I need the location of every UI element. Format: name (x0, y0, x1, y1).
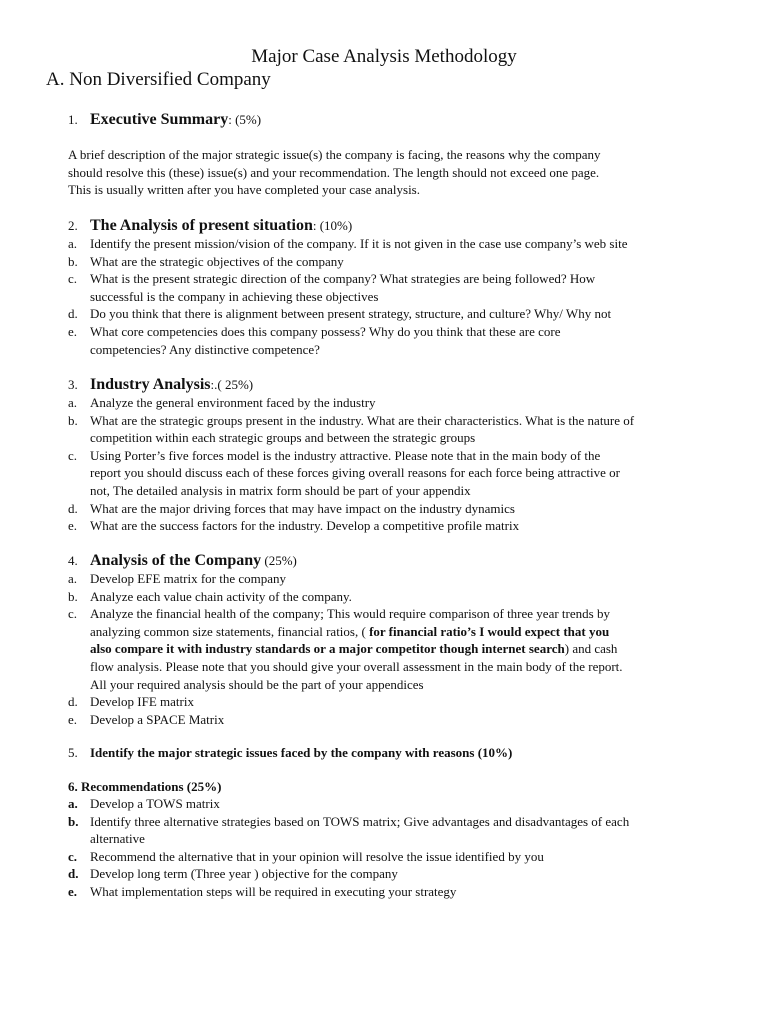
paragraph-line: This is usually written after you have completed your case analysis. (68, 182, 420, 198)
section-title: The Analysis of present situation (90, 217, 313, 234)
list-marker: d. (68, 306, 78, 322)
list-marker: c. (68, 606, 78, 622)
section-number: 2. (68, 218, 78, 233)
section-title: Industry Analysis (90, 376, 211, 393)
document-subtitle: A. Non Diversified Company (46, 69, 271, 90)
section-weight: : (10%) (312, 218, 353, 233)
section-5-heading (68, 743, 512, 763)
section-number: 4. (68, 553, 78, 568)
list-item (68, 588, 728, 606)
item-line: What are the success factors for the industry. Develop a competitive profile matrix (90, 518, 520, 534)
list-marker: d. (68, 500, 78, 516)
recommendations-list (68, 795, 728, 901)
list-item (68, 447, 728, 500)
section-3-heading (68, 375, 253, 395)
item-line: successful is the company in achieving these objectives (90, 288, 379, 304)
item-line: Recommend the alternative that in your opinion will resolve the issue identified by you (90, 848, 544, 864)
list-item (68, 883, 728, 901)
item-line: Develop a SPACE Matrix (90, 711, 225, 727)
item-line: What are the major driving forces that may have impact on the industry dynamics (90, 500, 515, 516)
section-title: Analysis of the Company (90, 552, 262, 569)
section-weight: (25%) (261, 553, 297, 568)
item-line: Analyze each value chain activity of the company. (90, 588, 352, 604)
item-line: report you should discuss each of these forces giving overall reasons for each force being attractive or (90, 465, 620, 481)
paragraph-line: A brief description of the major strategic issue(s) the company is facing, the reasons why the company (68, 147, 601, 162)
list-marker: a. (68, 796, 78, 811)
section-2-heading (68, 216, 352, 236)
list-item (68, 865, 728, 883)
item-text: analyzing common size statements, financial ratios, ( (90, 623, 370, 639)
list-item (68, 412, 728, 447)
emphasis-text: also compare it with industry standards or a major competitor though internet search (90, 641, 565, 657)
list-marker: d. (68, 694, 78, 710)
list-item (68, 253, 728, 271)
list-marker: e. (68, 323, 78, 339)
list-marker: d. (68, 866, 79, 882)
list-marker: a. (68, 236, 78, 251)
item-line: not, The detailed analysis in matrix form should be part of your appendix (90, 482, 471, 498)
item-line: Analyze the general environment faced by the industry (90, 395, 376, 410)
list-marker: e. (68, 711, 78, 727)
list-item (68, 813, 728, 848)
list-marker: b. (68, 813, 79, 829)
list-marker: b. (68, 412, 78, 428)
industry-analysis-list (68, 394, 728, 535)
paragraph-line: should resolve this (these) issue(s) and your recommendation. The length should not exceed one page. (68, 164, 600, 180)
item-line (90, 623, 728, 641)
item-line: Analyze the financial health of the company; This would require comparison of three year trends by (90, 606, 610, 622)
list-item (68, 517, 728, 535)
list-marker: b. (68, 253, 78, 269)
list-marker: c. (68, 848, 78, 864)
item-line: Develop a TOWS matrix (90, 796, 220, 811)
item-line: What are the strategic groups present in the industry. What are their characteristics. What is the nature of (90, 412, 635, 428)
list-marker: c. (68, 447, 78, 463)
document-title: Major Case Analysis Methodology (251, 46, 517, 67)
item-line: Develop long term (Three year ) objective for the company (90, 866, 398, 882)
item-line: What is the present strategic direction of the company? What strategies are being followed? How (90, 271, 596, 287)
executive-summary-paragraph (68, 146, 718, 199)
list-item (68, 711, 728, 729)
item-line (90, 640, 728, 658)
list-item (68, 323, 728, 358)
item-line: Identify the present mission/vision of the company. If it is not given in the case use company’s web site (90, 236, 628, 251)
section-weight: : (5%) (228, 112, 262, 127)
list-marker: a. (68, 395, 78, 410)
item-line: alternative (90, 831, 145, 847)
list-item (68, 693, 728, 711)
company-analysis-list (68, 570, 728, 728)
list-item (68, 305, 728, 323)
item-line: Identify three alternative strategies based on TOWS matrix; Give advantages and disadvantages of each (90, 813, 630, 829)
section-4-heading (68, 551, 297, 571)
list-item (68, 848, 728, 866)
list-marker: e. (68, 883, 78, 899)
item-line: competencies? Any distinctive competence? (90, 341, 320, 357)
section-weight: :.( 25%) (210, 377, 254, 392)
list-item (68, 500, 728, 518)
list-marker: a. (68, 571, 78, 586)
item-line: What implementation steps will be required in executing your strategy (90, 883, 457, 899)
item-line: flow analysis. Please note that you should give your overall assessment in the main body of the report. (90, 658, 623, 674)
section-number: 3. (68, 377, 78, 392)
list-marker: b. (68, 588, 78, 604)
list-item (68, 605, 728, 693)
item-line: Using Porter’s five forces model is the industry attractive. Please note that in the main body of the (90, 447, 601, 463)
section-title: Executive Summary (90, 111, 229, 128)
list-item (68, 235, 728, 253)
list-item (68, 270, 728, 305)
item-line: All your required analysis should be the part of your appendices (90, 676, 424, 692)
item-line: Develop EFE matrix for the company (90, 571, 287, 586)
section-number: 1. (68, 112, 78, 127)
present-situation-list (68, 235, 728, 358)
list-item (68, 394, 728, 412)
item-line: Develop IFE matrix (90, 694, 194, 710)
section-1-heading (68, 110, 261, 130)
item-text: ) and cash (564, 641, 618, 657)
item-line: Do you think that there is alignment between present strategy, structure, and culture? Why/ Why not (90, 306, 612, 322)
list-marker: e. (68, 518, 78, 534)
list-marker: c. (68, 271, 78, 287)
section-6-heading (68, 777, 221, 797)
item-line: competition within each strategic groups and between the strategic groups (90, 430, 476, 446)
list-item (68, 570, 728, 588)
section-number: 5. (68, 745, 78, 760)
item-line: What core competencies does this company possess? Why do you think that these are core (90, 323, 561, 339)
item-line: What are the strategic objectives of the company (90, 253, 344, 269)
section-title: 6. Recommendations (25%) (68, 779, 222, 794)
list-item (68, 795, 728, 813)
emphasis-text: for financial ratio’s I would expect that you (369, 623, 610, 639)
section-title: Identify the major strategic issues faced by the company with reasons (10%) (90, 745, 513, 760)
